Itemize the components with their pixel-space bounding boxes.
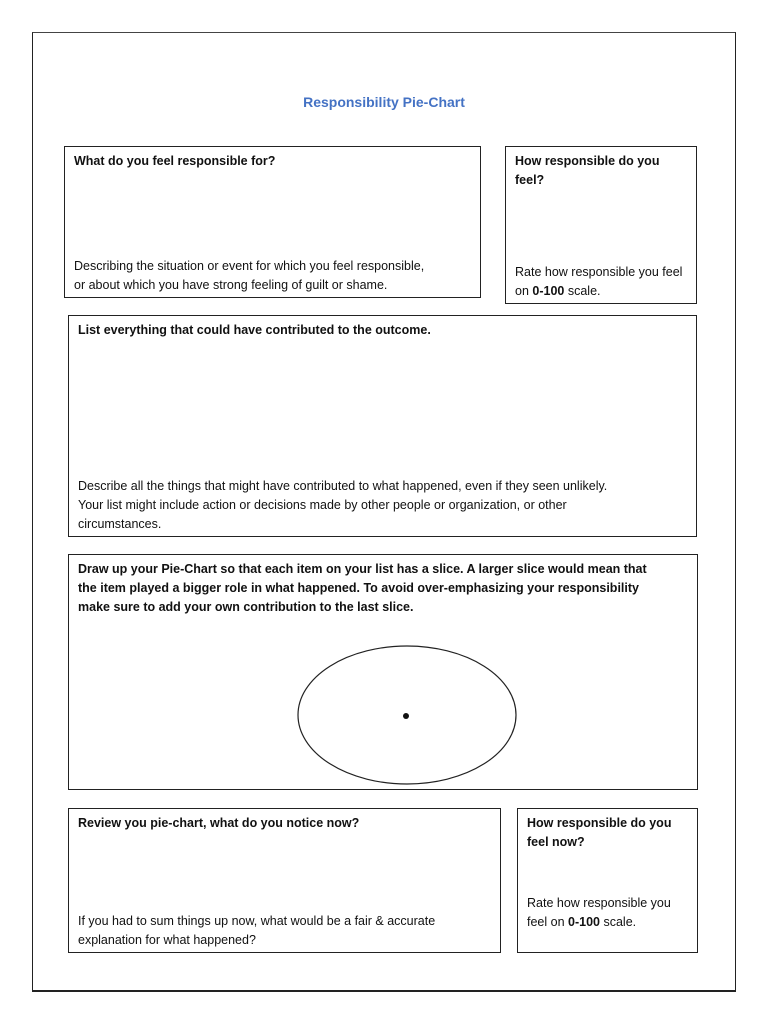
responsibility-description-hint: [74, 257, 471, 295]
contributors-list-box[interactable]: [68, 315, 697, 537]
hint-text: scale.: [600, 915, 637, 929]
responsibility-rating-now-hint: [527, 894, 688, 932]
hint-text: scale.: [564, 284, 601, 298]
pie-chart-instructions-line: the item played a bigger role in what happened. To avoid over-emphasizing your responsibility: [78, 581, 639, 595]
responsibility-description-box[interactable]: [64, 146, 481, 298]
hint-line: explanation for what happened?: [78, 933, 256, 947]
review-hint: [78, 912, 491, 950]
pie-chart-instructions-line: Draw up your Pie-Chart so that each item on your list has a slice. A larger slice would mean that: [78, 562, 647, 576]
responsibility-rating-now-box[interactable]: [517, 808, 698, 953]
responsibility-rating-box[interactable]: [505, 146, 697, 304]
contributors-list-hint: [78, 477, 687, 534]
pie-center-dot: [403, 713, 409, 719]
pie-chart-outline[interactable]: [296, 644, 520, 786]
responsibility-rating-now-heading: How responsible do you feel now?: [527, 816, 672, 849]
hint-line: circumstances.: [78, 517, 162, 531]
scale-text: 0-100: [532, 284, 565, 298]
review-heading: Review you pie-chart, what do you notice now?: [78, 816, 360, 830]
hint-text: Rate how responsible you feel on: [515, 265, 683, 298]
pie-chart-instructions-line: make sure to add your own contribution to the last slice.: [78, 600, 414, 614]
hint-line: Describe all the things that might have contributed to what happened, even if they seen unlikely.: [78, 479, 608, 493]
review-box[interactable]: [68, 808, 501, 953]
contributors-list-heading: List everything that could have contributed to the outcome.: [78, 323, 431, 337]
scale-text: 0-100: [568, 915, 600, 929]
responsibility-description-heading: What do you feel responsible for?: [74, 154, 276, 168]
responsibility-rating-heading: How responsible do you feel?: [515, 154, 660, 187]
responsibility-rating-hint: [515, 263, 687, 301]
page-title: Responsibility Pie-Chart: [303, 94, 465, 110]
hint-line: or about which you have strong feeling of guilt or shame.: [74, 278, 388, 292]
hint-line: If you had to sum things up now, what would be a fair & accurate: [78, 914, 436, 928]
hint-line: Describing the situation or event for which you feel responsible,: [74, 259, 425, 273]
hint-text: Rate how responsible you feel on: [527, 896, 671, 929]
hint-line: Your list might include action or decisions made by other people or organization, or other: [78, 498, 567, 512]
